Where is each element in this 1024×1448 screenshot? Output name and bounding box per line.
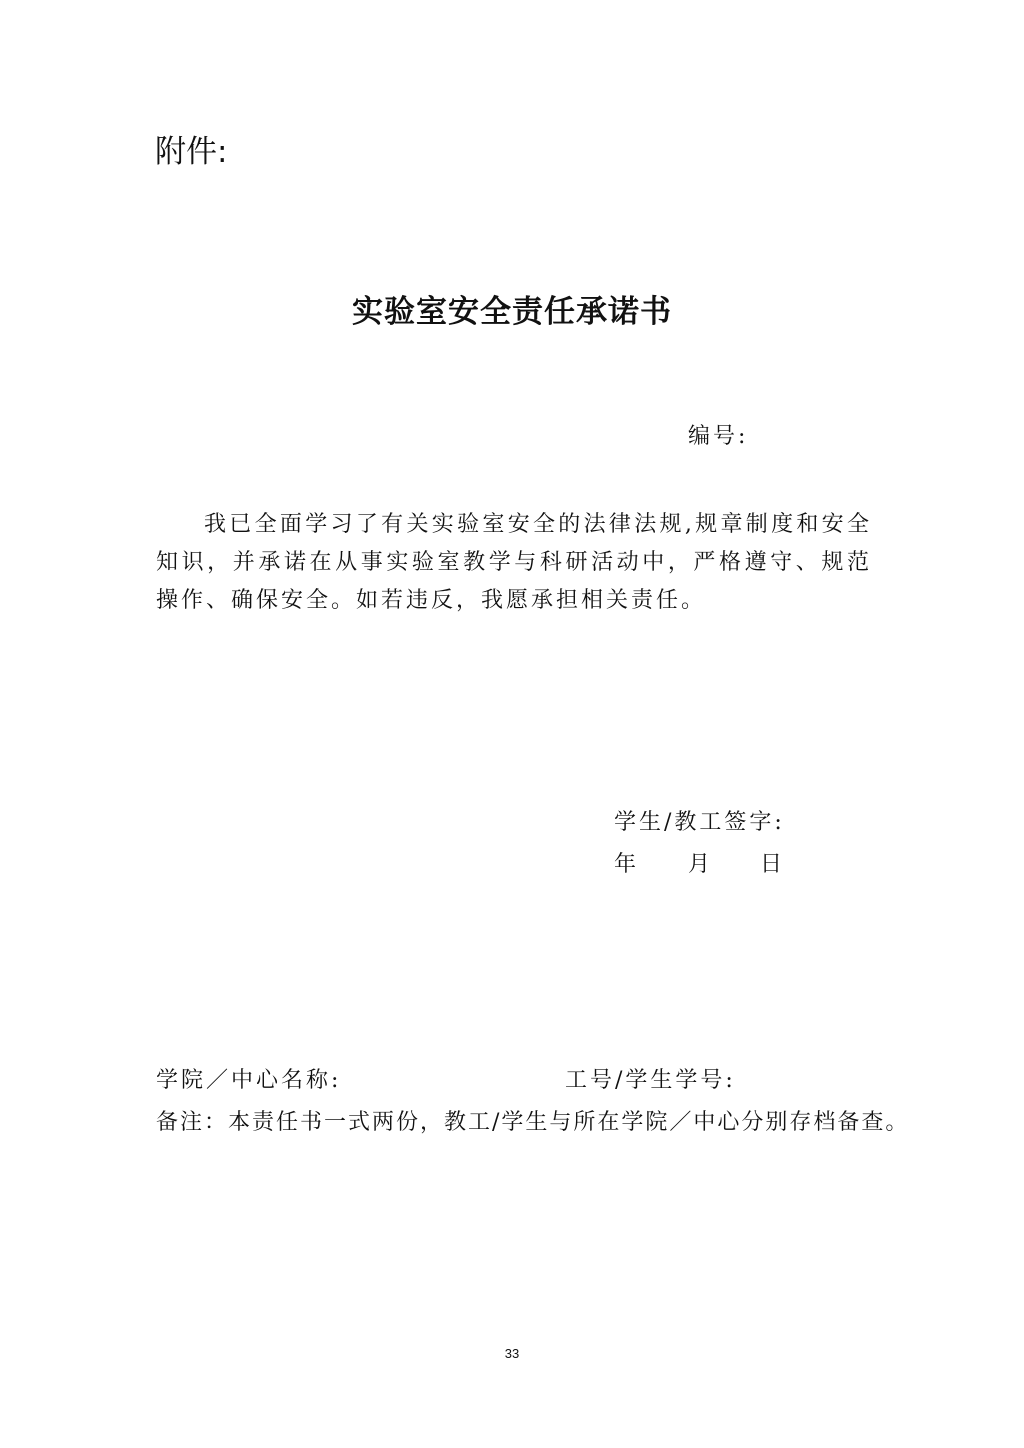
college-name-label: 学院／中心名称: [156,1068,342,1093]
page-number: 33 [504,1346,520,1361]
attachment-label: 附件: [155,134,228,170]
date-year-label: 年 [614,852,637,877]
staff-student-id-label: 工号/学生学号: [565,1068,736,1093]
commitment-paragraph: 我已全面学习了有关实验室安全的法律法规,规章制度和安全知识，并承诺在从事实验室教学与科研活动中，严格遵守、规范操作、确保安全。如若违反，我愿承担相关责任。 [156,512,872,613]
date-month-label: 月 [688,852,711,877]
remark-note: 备注：本责任书一式两份，教工/学生与所在学院／中心分别存档备查。 [156,1110,910,1135]
date-day-label: 日 [760,852,783,877]
number-field-label: 编号: [688,424,749,449]
signature-label: 学生/教工签字: [614,810,785,835]
document-title: 实验室安全责任承诺书 [352,294,672,330]
